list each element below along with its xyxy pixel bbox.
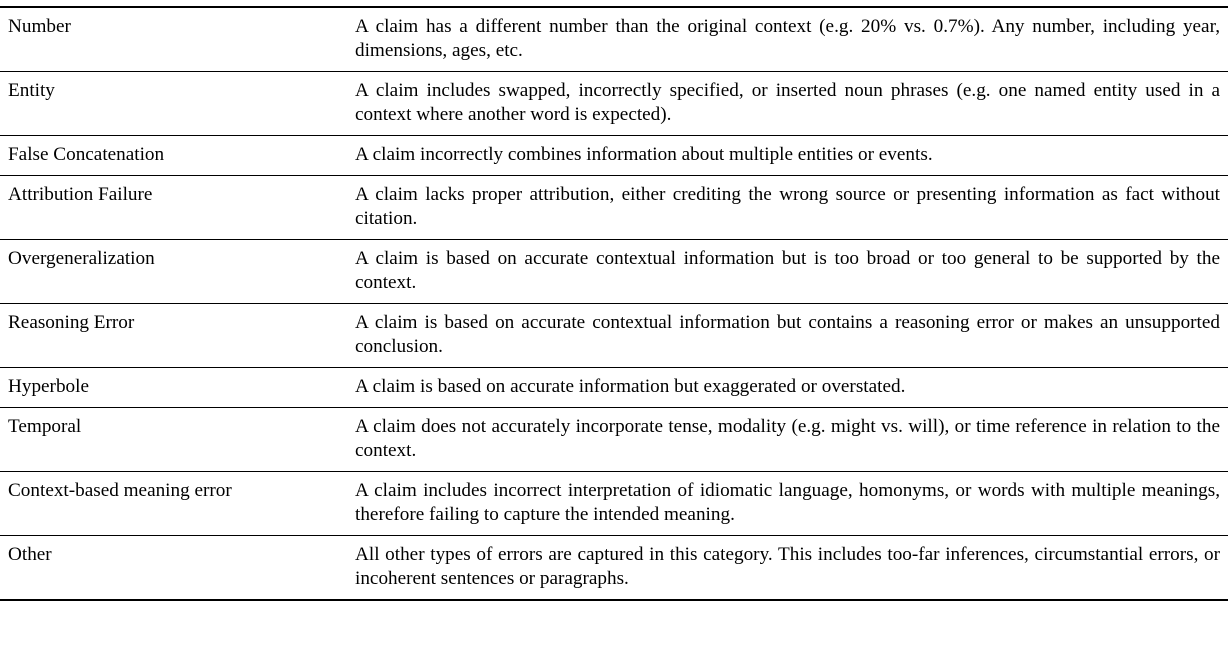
error-type-name: Overgeneralization [8, 248, 155, 269]
table-row [0, 8, 1228, 72]
table-row [0, 304, 1228, 368]
table-row [0, 72, 1228, 136]
error-type-name: Other [8, 544, 52, 565]
table-row [0, 408, 1228, 472]
error-type-description: A claim is based on accurate contextual information but contains a reasoning error or makes an unsupported conclusion. [355, 312, 1220, 357]
error-type-description: A claim is based on accurate information but exaggerated or overstated. [355, 376, 906, 397]
error-type-name: Reasoning Error [8, 312, 135, 333]
error-type-table [0, 6, 1228, 601]
table-row [0, 536, 1228, 601]
table-row [0, 176, 1228, 240]
error-type-description: A claim includes incorrect interpretation of idiomatic language, homonyms, or words with multiple meanings, therefore failing to capture the intended meaning. [355, 480, 1220, 525]
table-row [0, 136, 1228, 176]
error-type-description: A claim lacks proper attribution, either crediting the wrong source or presenting information as fact without citation. [355, 184, 1220, 229]
error-type-name: False Concatenation [8, 144, 165, 165]
table-row [0, 368, 1228, 408]
table-row [0, 240, 1228, 304]
table-row [0, 472, 1228, 536]
error-type-description: A claim is based on accurate contextual information but is too broad or too general to be supported by the context. [355, 248, 1220, 293]
error-type-description: A claim has a different number than the original context (e.g. 20% vs. 0.7%). Any number, including year, dimensions, ages, etc. [355, 16, 1220, 61]
error-type-name: Attribution Failure [8, 184, 153, 205]
error-type-name: Entity [8, 80, 55, 101]
error-type-description: A claim includes swapped, incorrectly specified, or inserted noun phrases (e.g. one named entity used in a context where another word is expected). [355, 80, 1220, 125]
error-type-description: All other types of errors are captured in this category. This includes too-far inferences, circumstantial errors, or incoherent sentences or paragraphs. [355, 544, 1220, 589]
error-type-table-container [0, 6, 1228, 601]
error-type-name: Temporal [8, 416, 82, 437]
error-type-description: A claim does not accurately incorporate tense, modality (e.g. might vs. will), or time reference in relation to the context. [355, 416, 1220, 461]
error-type-name: Hyperbole [8, 376, 89, 397]
error-type-name: Context-based meaning error [8, 480, 232, 501]
error-type-name: Number [8, 16, 71, 37]
error-type-description: A claim incorrectly combines information about multiple entities or events. [355, 144, 933, 165]
